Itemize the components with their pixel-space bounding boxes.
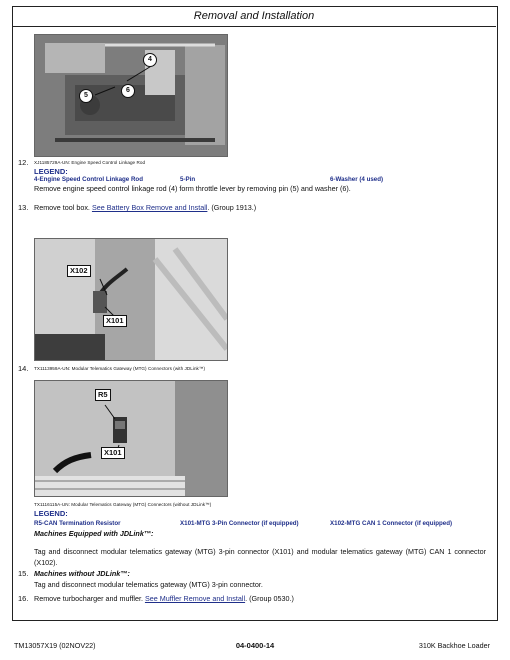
step-16-text <box>34 594 294 603</box>
step-12-number: 12. <box>18 158 29 167</box>
step-14-caption-2: TX1116115A-UN: Modular Telematics Gateway (MTG) Connectors (without JDLink™) <box>34 502 212 507</box>
label-x101-photo1: X101 <box>103 315 127 327</box>
step-12-caption: XJ1185729A-UN: Engine Speed Control Linkage Rod <box>34 160 146 165</box>
legend-item-x101: X101-MTG 3-Pin Connector (if equipped) <box>180 520 299 527</box>
footer-page-number: 04-0400-14 <box>235 641 275 650</box>
step-14-caption-1: TX1113959A-UN: Modular Telematics Gateway (MTG) Connectors (with JDLink™) <box>34 366 206 371</box>
step-14-number: 14. <box>18 364 29 373</box>
step-15-subhead: Machines without JDLink™: <box>34 569 130 578</box>
step-13-text-after: . (Group 1913.) <box>207 203 257 212</box>
step-13-number: 13. <box>18 203 29 212</box>
callout-4: 4 <box>143 53 157 67</box>
step-13-text-before: Remove tool box. <box>34 203 90 212</box>
step-13-text <box>34 203 256 212</box>
footer-doc-id: TM13057X19 (02NOV22) <box>14 641 96 650</box>
legend-item-x102: X102-MTG CAN 1 Connector (if equipped) <box>330 520 453 527</box>
step-12-text: Remove engine speed control linkage rod (4) form throttle lever by removing pin (5) and washer (6). <box>34 184 351 193</box>
legend-item-4: 4-Engine Speed Control Linkage Rod <box>34 176 143 183</box>
step-16-text-before: Remove turbocharger and muffler. <box>34 594 143 603</box>
label-x101-photo2: X101 <box>101 447 125 459</box>
mtg-with-jdlink-illustration <box>35 239 227 360</box>
page-title: Removal and Installation <box>193 10 315 22</box>
legend-item-6: 6-Washer (4 used) <box>330 176 384 183</box>
battery-box-link[interactable]: See Battery Box Remove and Install <box>91 203 208 212</box>
label-x102-photo1: X102 <box>67 265 91 277</box>
footer-model: 310K Backhoe Loader <box>418 641 490 650</box>
legend-item-5: 5-Pin <box>180 176 196 183</box>
muffler-link[interactable]: See Muffler Remove and Install <box>144 594 246 603</box>
step-16-number: 16. <box>18 594 29 603</box>
engine-photo <box>34 34 228 157</box>
step-15-number: 15. <box>18 569 29 578</box>
step-14-subhead: Machines Equipped with JDLink™: <box>34 529 154 538</box>
step-15-text: Tag and disconnect modular telematics gateway (MTG) 3-pin connector. <box>34 580 263 589</box>
label-r5-photo2: R5 <box>95 389 111 401</box>
callout-6: 6 <box>121 84 135 98</box>
callout-5: 5 <box>79 89 93 103</box>
step-12-legend-label: LEGEND: <box>34 167 68 176</box>
step-14-text: Tag and disconnect modular telematics gateway (MTG) 3-pin connector (X101) and modular telematics gateway (MTG) CAN 1 connector (X102). <box>34 547 486 567</box>
step-16-text-after: . (Group 0530.) <box>245 594 294 603</box>
mtg-with-jdlink-photo <box>34 238 228 361</box>
mtg-without-jdlink-photo <box>34 380 228 497</box>
legend-item-r5: R5-CAN Termination Resistor <box>34 520 121 527</box>
mtg-without-jdlink-illustration <box>35 381 227 496</box>
step-14-legend-label: LEGEND: <box>34 509 68 518</box>
